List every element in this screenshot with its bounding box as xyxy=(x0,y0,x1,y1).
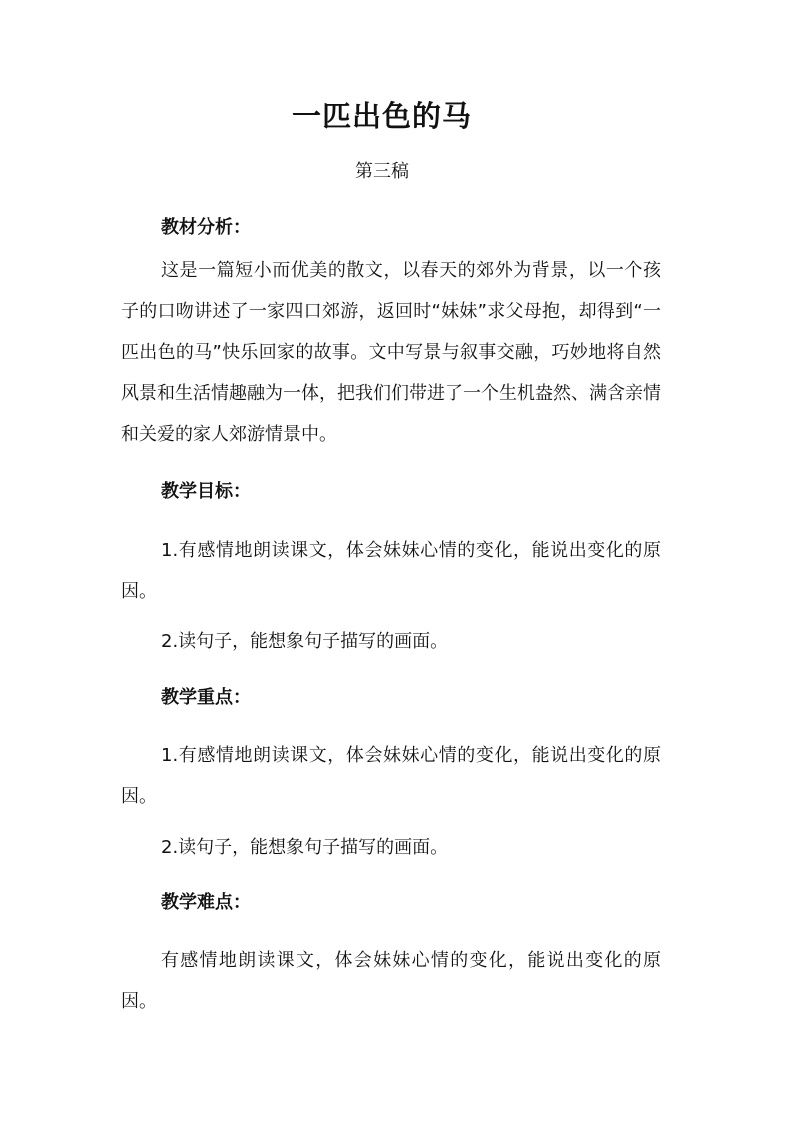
key-points-heading: 教学重点： xyxy=(161,687,251,708)
document-subtitle: 第三稿 xyxy=(355,161,409,182)
analysis-paragraph: 这是一篇短小而优美的散文，以春天的郊外为背景，以一个孩子的口吻讲述了一家四口郊游，返回时“妹妹”求父母抱，却得到“一匹出色的马”快乐回家的故事。文中写景与叙事交融，巧妙地将自然风景和生活情趣融为一体，把我们们带进了一个生机盎然、满含亲情和关爱的家人郊游情景中。 xyxy=(121,260,661,445)
document-title: 一匹出色的马 xyxy=(291,99,472,133)
key-point-item-1: 1.有感情地朗读课文，体会妹妹心情的变化，能说出变化的原因。 xyxy=(121,745,661,807)
goals-heading: 教学目标： xyxy=(161,481,251,502)
goal-item-2: 2.读句子，能想象句子描写的画面。 xyxy=(161,631,449,652)
difficulties-paragraph: 有感情地朗读课文，体会妹妹心情的变化，能说出变化的原因。 xyxy=(121,950,661,1012)
key-point-item-2: 2.读句子，能想象句子描写的画面。 xyxy=(161,837,449,858)
goal-item-1: 1.有感情地朗读课文，体会妹妹心情的变化，能说出变化的原因。 xyxy=(121,540,661,602)
analysis-heading: 教材分析： xyxy=(161,217,251,238)
difficulties-heading: 教学难点： xyxy=(161,892,251,913)
